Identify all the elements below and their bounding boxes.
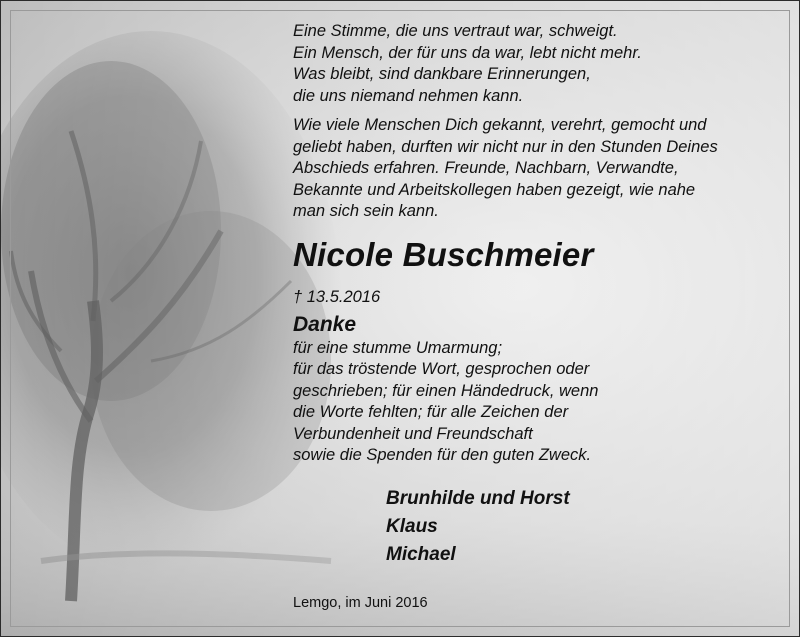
thanks-text	[293, 338, 773, 467]
thanks-line: Verbundenheit und Freundschaft	[293, 424, 533, 443]
body-line: Abschieds erfahren. Freunde, Nachbarn, Verwandte,	[293, 159, 679, 177]
deceased-name: Nicole Buschmeier	[293, 235, 594, 273]
signatory-name: Michael	[386, 544, 456, 565]
place-and-date: Lemgo, im Juni 2016	[293, 595, 428, 611]
body-line: man sich sein kann.	[293, 202, 439, 220]
thanks-line: die Worte fehlten; für alle Zeichen der	[293, 403, 569, 421]
signatory-name: Brunhilde und Horst	[386, 488, 570, 509]
thanks-line: sowie die Spenden für den guten Zweck.	[293, 446, 592, 464]
death-date: † 13.5.2016	[293, 287, 381, 306]
verse	[293, 21, 773, 107]
body-line: Bekannte und Arbeitskollegen haben gezeigt, wie nahe	[293, 180, 696, 199]
body-paragraph	[293, 115, 773, 223]
thanks-heading: Danke	[293, 312, 357, 336]
verse-line: Was bleibt, sind dankbare Erinnerungen,	[293, 65, 591, 83]
notice-text	[293, 21, 773, 467]
thanks-line: geschrieben; für einen Händedruck, wenn	[293, 381, 599, 400]
signatories	[386, 485, 570, 569]
body-line: geliebt haben, durften wir nicht nur in den Stunden Deines	[293, 137, 718, 156]
signatory-name: Klaus	[386, 516, 438, 537]
thanks-line: für eine stumme Umarmung;	[293, 338, 503, 357]
thanks-line: für das tröstende Wort, gesprochen oder	[293, 360, 590, 378]
verse-line: Eine Stimme, die uns vertraut war, schweigt.	[293, 22, 618, 40]
verse-line: Ein Mensch, der für uns da war, lebt nicht mehr.	[293, 43, 642, 62]
verse-line: die uns niemand nehmen kann.	[293, 86, 524, 105]
body-line: Wie viele Menschen Dich gekannt, verehrt, gemocht und	[293, 116, 707, 134]
